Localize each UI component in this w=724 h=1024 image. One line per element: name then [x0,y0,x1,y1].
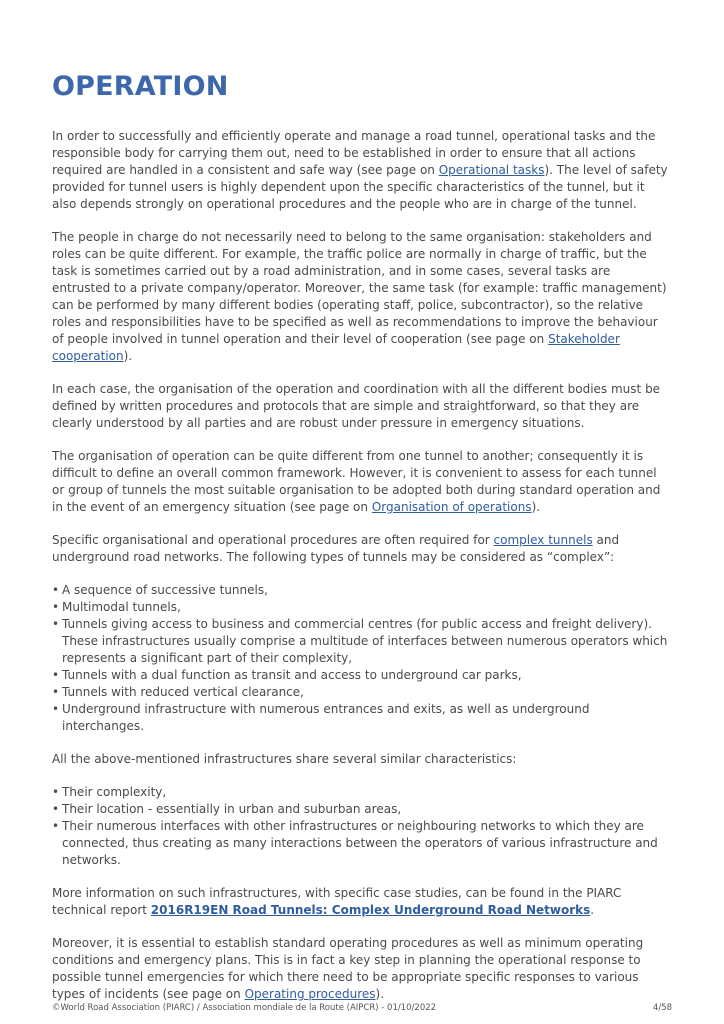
page-title: OPERATION [52,71,229,102]
link-piarc-report[interactable]: 2016R19EN Road Tunnels: Complex Underground Road Networks [150,903,591,917]
paragraph-8: Moreover, it is essential to establish standard operating procedures as well as minimum operating conditions and emergency plans. This is in fact a key step in planning the operational response to possible tunnel emergencies for which there need to be appropriate specific responses to various types of incidents (see page on Operating procedures). [52,936,644,1001]
paragraph-3: In each case, the organisation of the operation and coordination with all the different bodies must be defined by written procedures and protocols that are simple and straightforward, so that they are clearly understood by all parties and are robust under pressure in emergency situations. [52,382,661,430]
paragraph-7: More information on such infrastructures, with specific case studies, can be found in the PIARC technical report 2016R19EN Road Tunnels: Complex Underground Road Networks. [52,886,622,917]
footer-copyright: ©World Road Association (PIARC) / Association mondiale de la Route (AIPCR) - 01/10/2022 [52,1003,437,1013]
link-operational-tasks[interactable]: Operational tasks [438,163,545,177]
link-operating-procedures[interactable]: Operating procedures [244,987,376,1001]
link-stakeholder-cooperation[interactable]: Stakeholder cooperation [52,332,620,363]
page-footer [52,1003,672,1013]
list-item: • Underground infrastructure with numerous entrances and exits, as well as underground interchanges. [52,701,672,735]
list-item: • Tunnels with a dual function as transit and access to underground car parks, [52,667,672,684]
paragraph-1: In order to successfully and efficiently operate and manage a road tunnel, operational tasks and the responsible body for carrying them out, need to be established in order to ensure that all actions required are handled in a consistent and safe way (see page on Operational tasks). The level of safety provided for tunnel users is highly dependent upon the specific characteristics of the tunnel, but it also depends strongly on operational procedures and the people who are in charge of the tunnel. [52,129,668,211]
page-number: 4/58 [652,1003,672,1013]
paragraph-4: The organisation of operation can be quite different from one tunnel to another; consequently it is difficult to define an overall common framework. However, it is convenient to assess for each tunnel or group of tunnels the most suitable organisation to be adopted both during standard operation and in the event of an emergency situation (see page on Organisation of operations). [52,449,661,514]
list-item: • Their location - essentially in urban and suburban areas, [52,801,672,818]
document-page [52,70,672,1019]
link-organisation-of-operations[interactable]: Organisation of operations [371,500,532,514]
paragraph-5: Specific organisational and operational procedures are often required for complex tunnels and underground road networks. The following types of tunnels may be considered as “complex”: [52,533,620,564]
list-item: • Their complexity, [52,784,672,801]
link-complex-tunnels[interactable]: complex tunnels [493,533,593,547]
complex-tunnel-types-list [52,582,672,735]
list-item: • Tunnels giving access to business and commercial centres (for public access and freight delivery). These infrastructures usually comprise a multitude of interfaces between numerous operators which represents a significant part of their complexity, [52,616,672,667]
paragraph-2: The people in charge do not necessarily need to belong to the same organisation: stakeholders and roles can be quite different. For example, the traffic police are normally in charge of traffic, but the task is sometimes carried out by a road administration, and in some cases, several tasks are entrusted to a private company/operator. Moreover, the same task (for example: traffic management) can be performed by many different bodies (operating staff, police, subcontractor), so the relative roles and responsibilities have to be specified as well as recommendations to improve the behaviour of people involved in tunnel operation and their level of cooperation (see page on Stakeholder cooperation). [52,230,667,363]
list-item: • Tunnels with reduced vertical clearance, [52,684,672,701]
paragraph-6: All the above-mentioned infrastructures share several similar characteristics: [52,752,517,766]
list-item: • Their numerous interfaces with other infrastructures or neighbouring networks to which they are connected, thus creating as many interactions between the operators of various infrastructure and networks. [52,818,672,869]
list-item: • A sequence of successive tunnels, [52,582,672,599]
list-item: • Multimodal tunnels, [52,599,672,616]
characteristics-list [52,784,672,869]
